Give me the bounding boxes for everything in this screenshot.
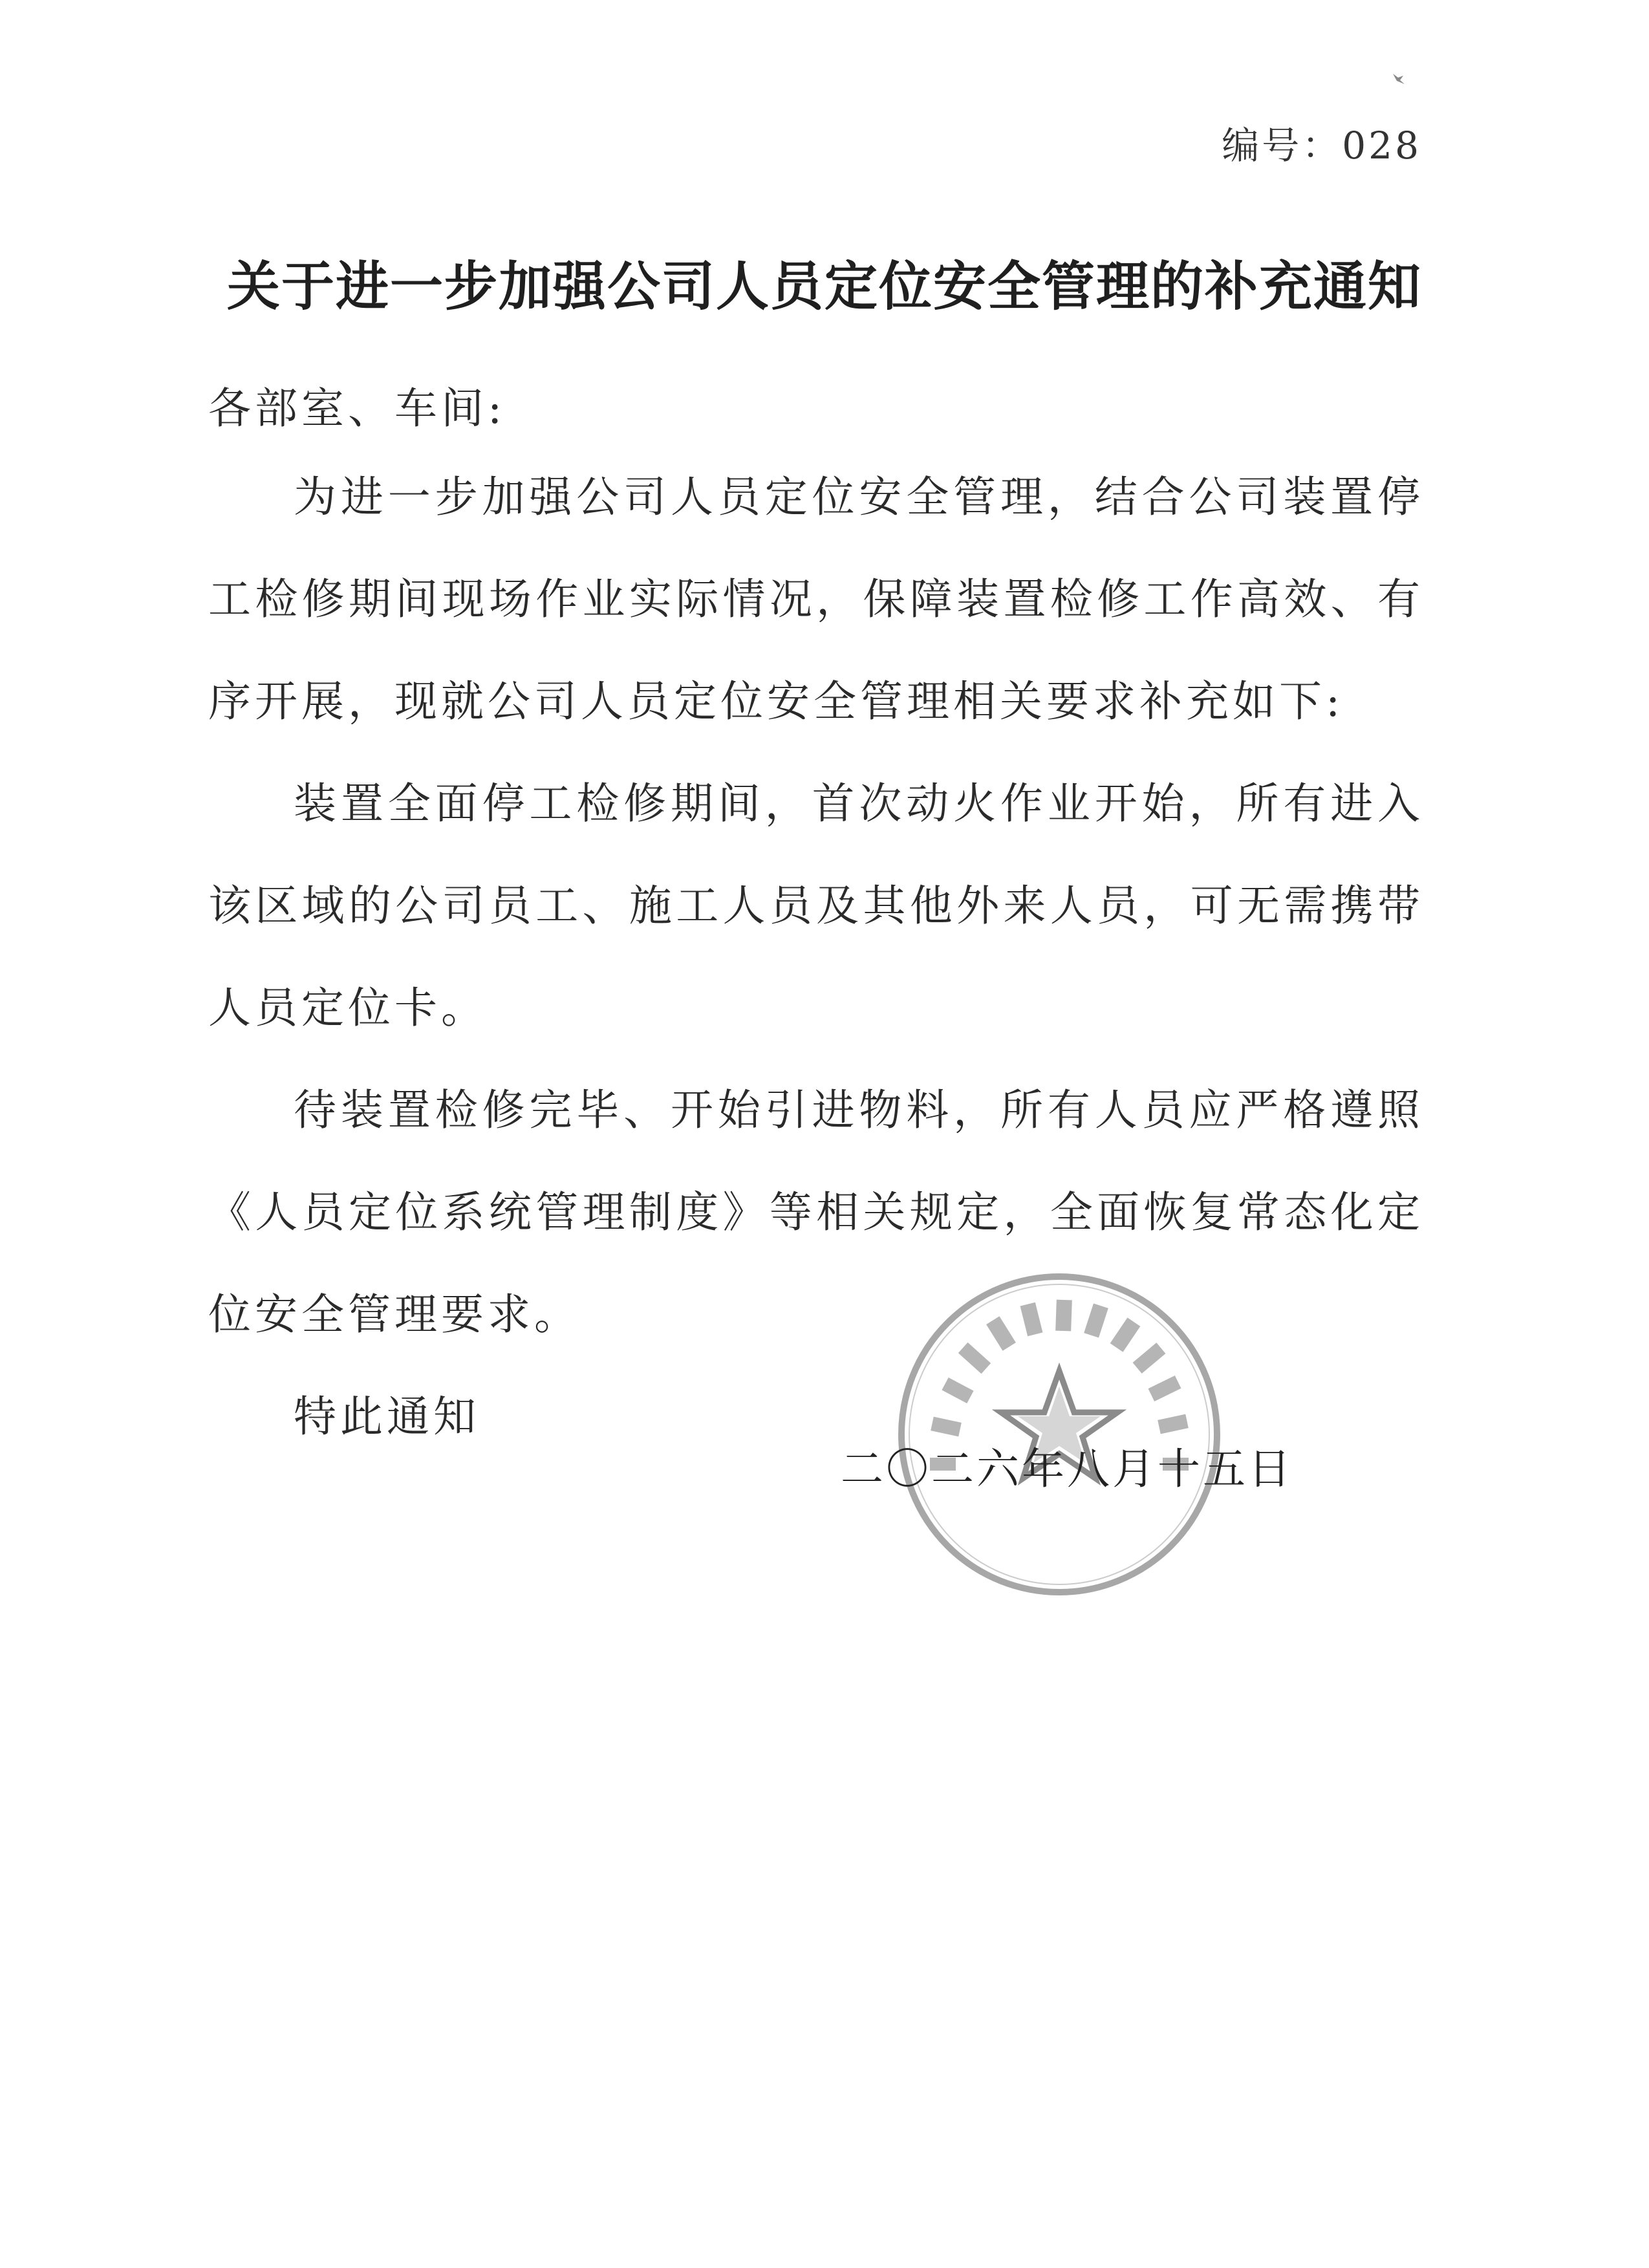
document-title: 关于进一步加强公司人员定位安全管理的补充通知 bbox=[226, 255, 1422, 318]
closing-line: 特此通知 bbox=[294, 1392, 480, 1442]
paragraph: 装置全面停工检修期间，首次动火作业开始，所有进入该区域的公司员工、施工人员及其他外来人员，可无需携带人员定位卡。 bbox=[208, 779, 1424, 1033]
paragraph: 为进一步加强公司人员定位安全管理，结合公司装置停工检修期间现场作业实际情况，保障装置检修工作高效、有序开展，现就公司人员定位安全管理相关要求补充如下: bbox=[208, 472, 1424, 726]
scan-speck-mark bbox=[1390, 70, 1407, 87]
salutation: 各部室、车间: bbox=[208, 383, 506, 433]
document-number: 编号：028 bbox=[1222, 124, 1421, 167]
document-body bbox=[208, 446, 1424, 1468]
issue-date: 二〇二六年八月十五日 bbox=[841, 1444, 1293, 1494]
paragraph: 待装置检修完毕、开始引进物料，所有人员应严格遵照《人员定位系统管理制度》等相关规定，全面恢复常态化定位安全管理要求。 bbox=[208, 1085, 1424, 1339]
